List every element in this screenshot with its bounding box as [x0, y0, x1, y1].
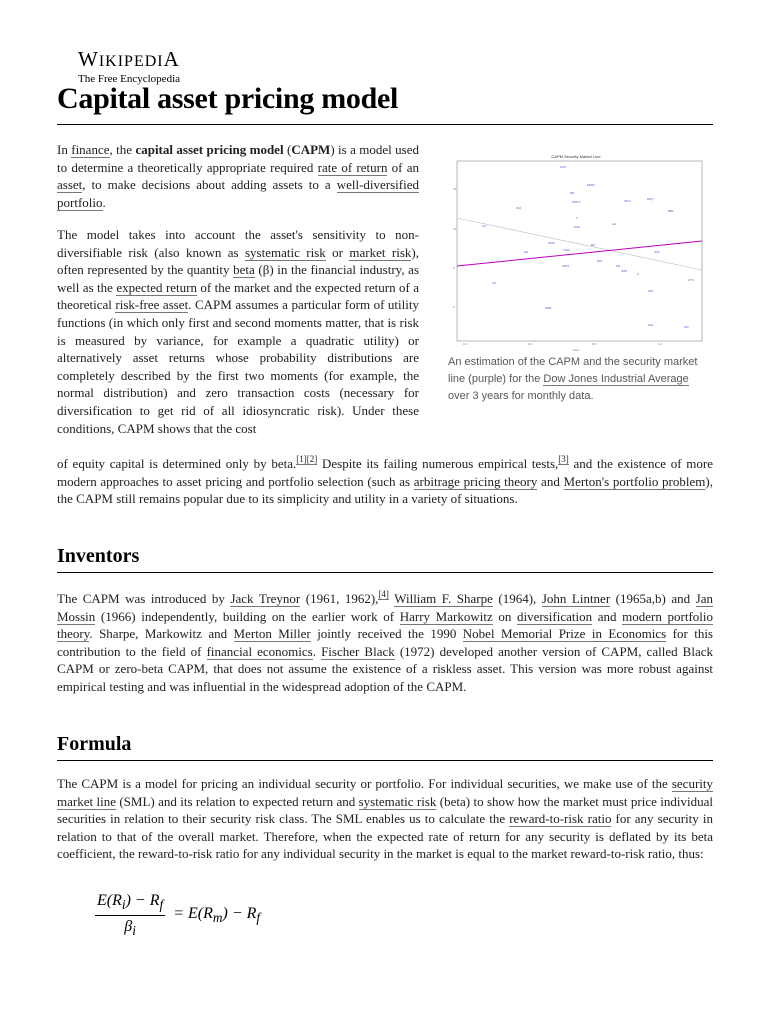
- equation-fraction: [95, 892, 165, 939]
- link-finance[interactable]: finance: [71, 142, 110, 157]
- svg-text:10: 10: [453, 227, 457, 231]
- link-security-market-line[interactable]: security market line: [57, 776, 713, 809]
- link-systematic-risk-2[interactable]: systematic risk: [358, 793, 437, 809]
- section-heading-inventors: Inventors: [57, 545, 140, 567]
- link-fischer-black[interactable]: Fischer Black: [321, 643, 395, 659]
- link-beta[interactable]: beta: [233, 262, 255, 278]
- intro-paragraph-3: of equity capital is determined only by beta.[1][2] Despite its failing numerous empirical tests,[3] and the existence of more modern approaches to asset pricing and portfolio selection (such as arbitrage pricing theory and Merton's portfolio problem), the CAPM still remains popular due to its simplicity and utility in a variety of situations.: [57, 454, 713, 507]
- svg-text:GM: GM: [648, 289, 653, 293]
- equation-rhs: = $E(R_m) - R_f$: [173, 905, 261, 926]
- svg-text:1.2: 1.2: [658, 342, 663, 346]
- svg-text:5: 5: [453, 266, 455, 270]
- link-diversification[interactable]: diversification: [517, 608, 593, 624]
- intro-paragraph-1: In finance, the capital asset pricing model (CAPM) is a model used to determine a theoretically appropriate required rate of return of an asset, to make decisions about adding assets to a well-diversified portfolio.: [57, 142, 419, 210]
- svg-text:0.6: 0.6: [528, 342, 533, 346]
- capm-figure: [448, 152, 705, 405]
- link-jack-treynor[interactable]: Jack Treynor: [230, 591, 301, 606]
- capm-scatter-plot[interactable]: [448, 152, 705, 352]
- svg-text:KO: KO: [482, 224, 487, 228]
- svg-text:BA: BA: [591, 243, 596, 247]
- svg-text:GE: GE: [524, 250, 529, 254]
- link-nobel-prize[interactable]: Nobel Memorial Prize in Economics: [462, 626, 667, 642]
- svg-text:HPQ: HPQ: [647, 197, 654, 201]
- section-heading-formula: Formula: [57, 733, 132, 755]
- svg-text:0: 0: [453, 305, 455, 309]
- svg-text:DIS: DIS: [597, 259, 603, 263]
- svg-text:beta: beta: [573, 348, 579, 352]
- svg-text:AXP: AXP: [560, 165, 567, 169]
- svg-text:MO: MO: [684, 325, 689, 329]
- svg-text:AA: AA: [612, 222, 617, 226]
- svg-text:IBM: IBM: [668, 209, 674, 213]
- link-financial-economics[interactable]: financial economics: [206, 643, 313, 659]
- link-modern-portfolio-theory[interactable]: modern portfolio theory: [57, 608, 713, 642]
- ref-4[interactable]: [4]: [378, 589, 389, 599]
- link-market-risk[interactable]: market risk: [349, 244, 412, 260]
- link-jan-mossin[interactable]: Jan Mossin: [57, 591, 713, 624]
- capm-equation: [95, 892, 260, 939]
- ref-1[interactable]: [1]: [296, 454, 307, 464]
- link-arbitrage-pricing-theory[interactable]: arbitrage pricing theory: [413, 473, 538, 489]
- logo-tagline: The Free Encyclopedia: [78, 73, 181, 85]
- inventors-divider: [57, 572, 713, 573]
- svg-text:0.4: 0.4: [463, 342, 468, 346]
- svg-text:0.8: 0.8: [592, 342, 597, 346]
- link-portfolio[interactable]: portfolio: [57, 194, 103, 210]
- link-expected-return[interactable]: expected return: [116, 279, 197, 295]
- link-harry-markowitz[interactable]: Harry Markowitz: [399, 608, 493, 624]
- svg-text:MSFT: MSFT: [572, 200, 581, 204]
- svg-text:VZ: VZ: [492, 281, 496, 285]
- link-merton-miller[interactable]: Merton Miller: [233, 626, 311, 642]
- svg-text:DD: DD: [570, 191, 575, 195]
- svg-text:MCD: MCD: [548, 241, 555, 245]
- wikipedia-logo[interactable]: [78, 48, 180, 85]
- link-systematic-risk[interactable]: systematic risk: [244, 244, 326, 260]
- link-asset[interactable]: asset: [57, 177, 83, 193]
- intro-paragraph-2: The model takes into account the asset's sensitivity to non-diversifiable risk (also known as systematic risk or market risk), often represented by the quantity beta (β) in the financial industry, as well as the expected return of the market and the expected return of a theoretical risk-free asset. CAPM assumes a particular form of utility functions (in which only first and second moments matter, that is risk is measured by variance, for example a quadratic utility) or alternatively asset returns whose probability distributions are completely described by the first two moments (for example, the normal distribution) and zero transaction costs (necessary for diversification to get rid of all idiosyncratic risk). Under these conditions, CAPM shows that the cost: [57, 227, 420, 436]
- svg-text:MMM: MMM: [587, 183, 595, 187]
- svg-text:JPM: JPM: [621, 269, 627, 273]
- figure-caption: An estimation of the CAPM and the security market line (purple) for the Dow Jones Industrial Average over 3 years for monthly data.: [448, 356, 698, 402]
- svg-text:CAT: CAT: [654, 250, 660, 254]
- svg-text:C: C: [637, 272, 640, 276]
- link-william-sharpe[interactable]: William F. Sharpe: [394, 591, 493, 606]
- svg-text:JNJ: JNJ: [516, 206, 522, 210]
- equation-numerator: $E(R_i) - R_f$: [95, 892, 165, 916]
- ref-2[interactable]: [2]: [306, 454, 318, 464]
- link-mertons-portfolio-problem[interactable]: Merton's portfolio problem: [563, 473, 706, 489]
- svg-text:15: 15: [453, 187, 457, 191]
- svg-text:INTC: INTC: [624, 199, 631, 203]
- svg-text:T: T: [576, 216, 578, 220]
- equation-denominator: $\beta_i$: [124, 918, 136, 939]
- logo-wordmark: WIKIPEDIA: [78, 47, 180, 71]
- link-dow-jones[interactable]: Dow Jones Industrial Average: [543, 373, 689, 385]
- ref-3[interactable]: [3]: [558, 454, 569, 464]
- svg-text:HD: HD: [616, 264, 621, 268]
- link-rate-of-return[interactable]: rate of return: [317, 159, 388, 175]
- page-title: Capital asset pricing model: [57, 82, 399, 115]
- svg-text:MRK: MRK: [545, 306, 552, 310]
- svg-text:WMT: WMT: [562, 264, 570, 268]
- formula-paragraph: The CAPM is a model for pricing an individual security or portfolio. For individual securities, we make use of the security market line (SML) and its relation to expected return and systematic risk (beta) to show how the market must price individual securities in relation to their security risk class. The SML enables us to calculate the reward-to-risk ratio for any security in relation to that of the overall market. Therefore, when the expected rate of return for any security is deflated by its beta coefficient, the reward-to-risk ratio for any individual security in the market is equal to the market reward-to-risk ratio, thus:: [57, 776, 713, 862]
- svg-text:AIG: AIG: [648, 323, 654, 327]
- svg-text:UTX: UTX: [688, 278, 694, 282]
- title-divider: [57, 124, 713, 125]
- formula-divider: [57, 760, 713, 761]
- link-risk-free-asset[interactable]: risk-free asset: [115, 297, 189, 313]
- plot-title: CAPM Security Market Line: [551, 154, 601, 159]
- svg-text:XOM: XOM: [563, 248, 570, 252]
- inventors-paragraph: The CAPM was introduced by Jack Treynor (1961, 1962),[4] William F. Sharpe (1964), John Lintner (1965a,b) and Jan Mossin (1966) independently, building on the earlier work of Harry Markowitz on diversification and modern portfolio theory. Sharpe, Markowitz and Merton Miller jointly received the 1990 Nobel Memorial Prize in Economics for this contribution to the field of financial economics. Fischer Black (1972) developed another version of CAPM, called Black CAPM or zero-beta CAPM, that does not assume the existence of a riskless asset. This version was more robust against empirical testing and was influential in the widespread adoption of the CAPM.: [57, 589, 713, 694]
- link-reward-to-risk-ratio[interactable]: reward-to-risk ratio: [509, 811, 612, 827]
- link-well-diversified[interactable]: well-diversified: [336, 177, 419, 193]
- link-john-lintner[interactable]: John Lintner: [541, 591, 611, 606]
- svg-text:PFE: PFE: [574, 225, 580, 229]
